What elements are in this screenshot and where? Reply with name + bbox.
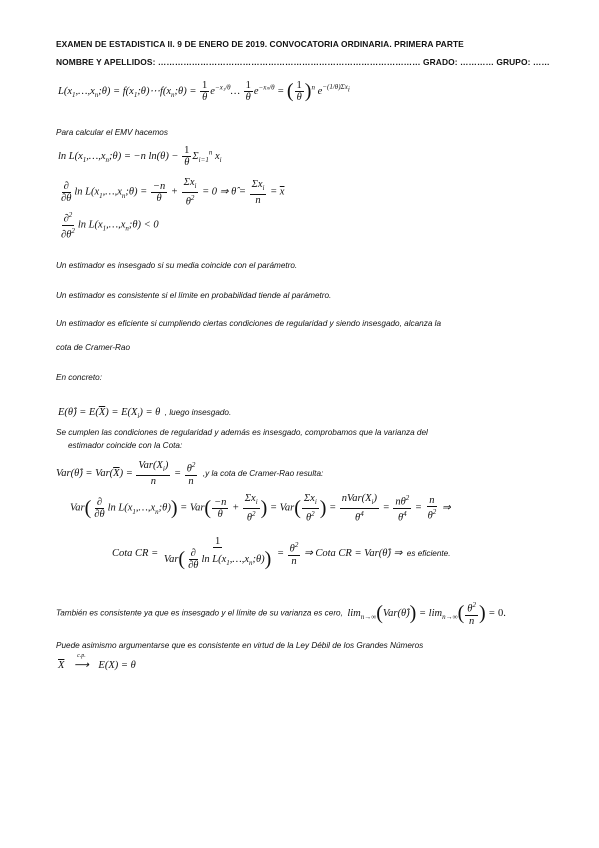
es-eficiente-text: es eficiente. — [406, 548, 451, 558]
log-likelihood-formula: $\ln L(x_1,\dots,x_n;\theta) = -n$ ln(θ) − $\frac{1}{\theta}$ $\Sigma_{i=1}^n$ $x_i$ — [58, 145, 222, 168]
derivative-formula: $\frac{\partial}{\partial\theta}$ $\ln L(x_1,\dots,x_n;\theta)$ = $\frac{-n}{\theta}$ + $\frac{\Sigma x_i}{\theta^2}$ = 0 ⇒ θ̂ = $\frac{\Sigma x_i}{n}$ = $\overline{x}$ — [61, 177, 285, 208]
convergence-label: c.p. — [77, 653, 86, 659]
convergence-formula: $\overline{X}$ c.p. ⟶ E(X) = θ — [58, 653, 136, 671]
cumplen-text-line1: Se cumplen las condiciones de regularidad y además es insesgado, comprobamos que la varianza del — [56, 428, 428, 437]
consistente-definition: Un estimador es consistente si el límite en probabilidad tiende al parámetro. — [56, 291, 332, 300]
exam-title: EXAMEN DE ESTADISTICA II. 9 DE ENERO DE 2019. CONVOCATORIA ORDINARIA. PRIMERA PARTE — [56, 39, 464, 49]
student-info-line: NOMBRE Y APELLIDOS: ………………………………………………………………………………… GRADO: ………… GRUPO: …… — [56, 57, 550, 67]
cota-resulta-text: ,y la cota de Cramer-Rao resulta: — [202, 468, 324, 478]
eficiente-definition-line1: Un estimador es eficiente si cumpliendo ciertas condiciones de regularidad y siendo insesgado, alcanza la — [56, 319, 442, 328]
consistency-line: También es consistente ya que es insesgado y el límite de su varianza es cero, $\lim_{n\to\infty}(Var(\thetâ)) = \lim_{n\to\infty}$( $\frac{\theta^2}{n}$ ) = 0. — [56, 601, 506, 627]
tambien-consistente-text: También es consistente ya que es insesgado y el límite de su varianza es cero, — [56, 608, 343, 618]
likelihood-formula: $L(x_1,\dots,x_n;\theta)$ = $f(x_1;\theta)\cdots f(x_n;\theta)$ = $\frac{1}{\theta}$ $e^{-x_1/\theta}\dots$ $\frac{1}{\theta}$ $e^{-x_n/\theta}$ = ( $\frac{1}{\theta}$ )$^n$ $e^{-(1/\theta)\Sigma x_i}$ — [58, 80, 350, 103]
variance-line: Var(θ̂) = $Var(\overline{X})$ = $\frac{Var(X_i)}{n}$ = $\frac{\theta^2}{n}$ ,y la cota de Cramer-Rao resulta: — [56, 460, 324, 488]
second-derivative-formula: $\frac{\partial^2}{\partial\theta^2}$ $\ln L(x_1,\dots,x_n;\theta) < 0$ — [61, 211, 159, 240]
eficiente-definition-line2: cota de Cramer-Rao — [56, 343, 131, 352]
fisher-variance-formula: Var( $\frac{\partial}{\partial\theta}$ $\ln L(x_1,\dots,x_n;\theta)) = Var$( $\frac{-n}{\theta}$ + $\frac{\Sigma x_i}{\theta^2}$ ) = Var( $\frac{\Sigma x_i}{\theta^2}$ ) = $\frac{nVar(X_i)}{\theta^4}$ = $\frac{n\theta^2}{\theta^4}$ = $\frac{n}{\theta^2}$ ⇒ — [70, 493, 451, 524]
emv-intro: Para calcular el EMV hacemos — [56, 128, 168, 137]
unbiased-line: E(θ̂) = $E(\overline{X}) = E(X_i) = \theta$ , luego insesgado. — [58, 407, 232, 421]
insesgado-definition: Un estimador es insesgado si su media coincide con el parámetro. — [56, 261, 298, 270]
cota-cr-line: Cota CR = 1 Var( $\frac{\partial}{\partial\theta}$ $\ln L(x_1,\dots,x_n;\theta)$) = $\frac{\theta^2}{n}$ ⇒ Cota CR = Var(θ̂) ⇒ es eficiente. — [112, 536, 451, 571]
ley-debil-text: Puede asimismo argumentarse que es consistente en virtud de la Ley Débil de los Grandes Números — [56, 641, 424, 650]
en-concreto-label: En concreto: — [56, 373, 102, 382]
luego-insesgado-text: , luego insesgado. — [164, 408, 232, 417]
cumplen-text-line2: estimador coincide con la Cota: — [68, 441, 183, 450]
